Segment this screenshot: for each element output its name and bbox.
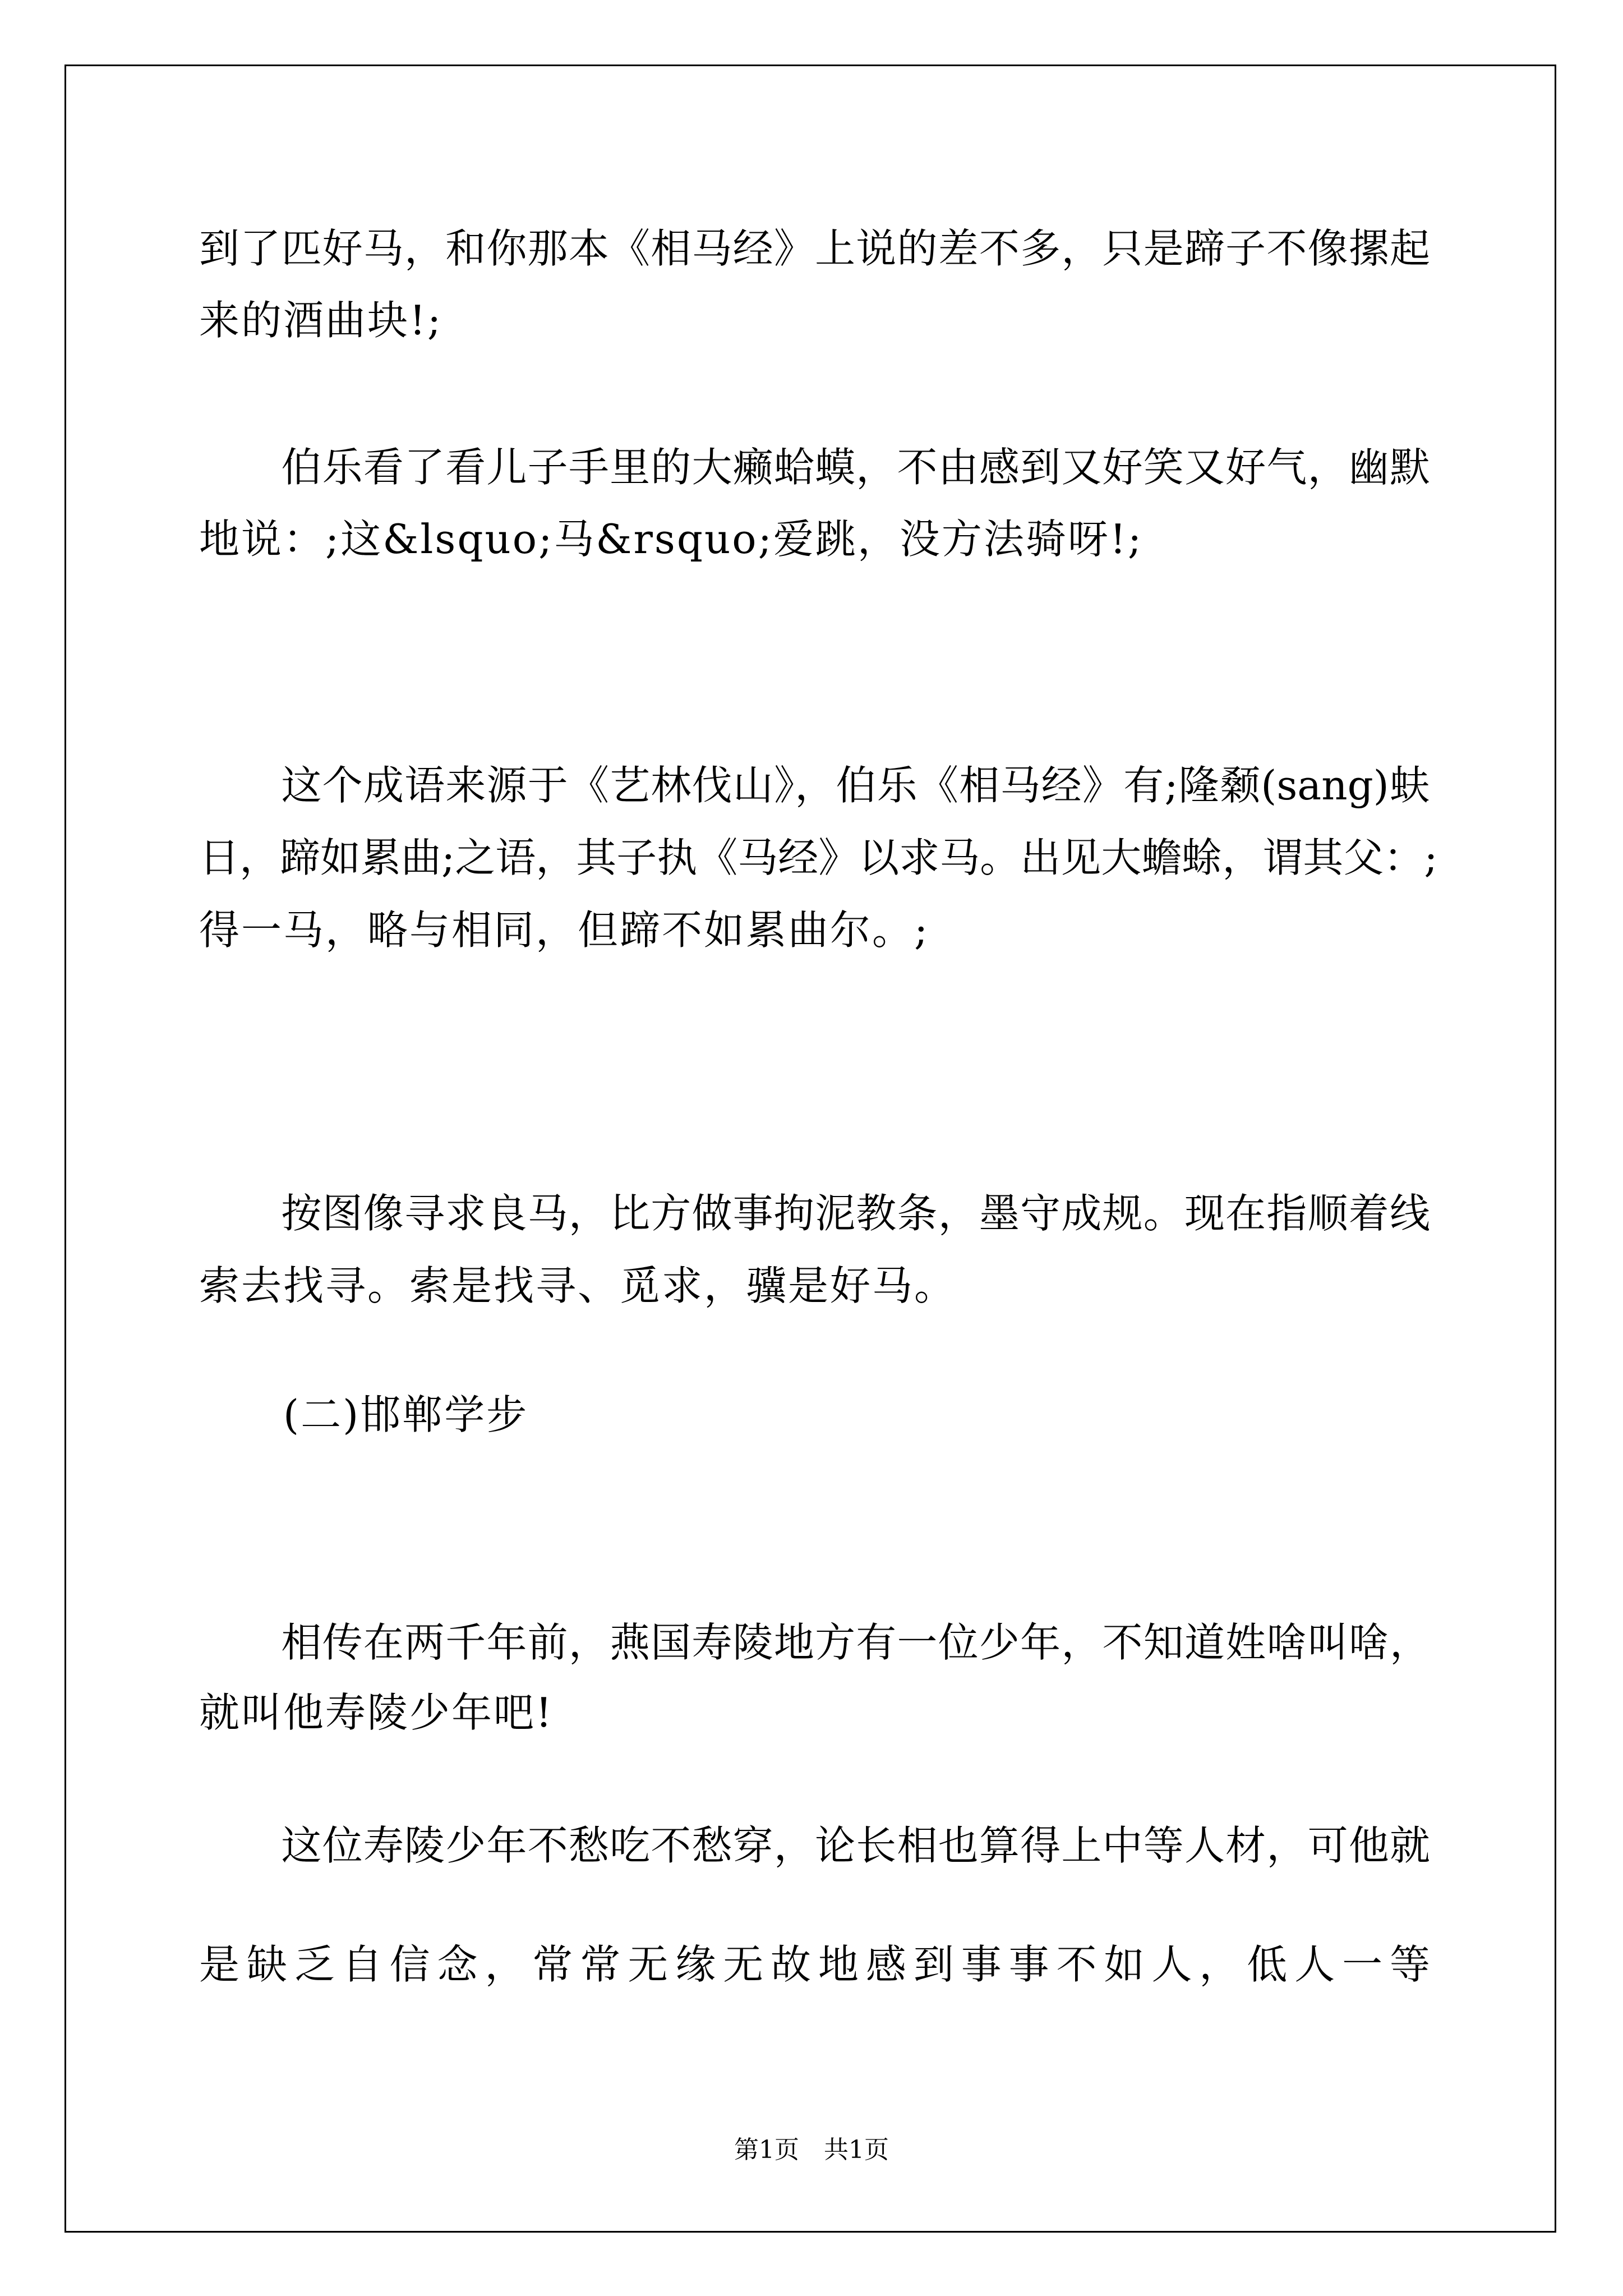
text-line: 地说：;这&lsquo;马&rsquo;爱跳，没方法骑呀!;: [199, 516, 1144, 563]
page-total: 共1页: [824, 2136, 889, 2164]
text-line: 得一马，略与相同，但蹄不如累曲尔。;: [199, 907, 930, 954]
text-line: 这个成语来源于《艺林伐山》，伯乐《相马经》有;隆颡(sang)蚨: [199, 762, 1430, 809]
section-heading: (二)邯郸学步: [199, 1391, 529, 1438]
text-line: 伯乐看了看儿子手里的大癞蛤蟆，不由感到又好笑又好气，幽默: [199, 444, 1430, 491]
text-line: 来的酒曲块!;: [199, 297, 443, 344]
text-line: 索去找寻。索是找寻、觅求，骥是好马。: [199, 1262, 957, 1309]
text-line: 是缺乏自信念，常常无缘无故地感到事事不如人，低人一等: [199, 1941, 1430, 1988]
text-line: 日，蹄如累曲;之语，其子执《马经》以求马。出见大蟾蜍，谓其父：;: [199, 834, 1438, 881]
text-line: 就叫他寿陵少年吧!: [199, 1689, 554, 1736]
text-line: 相传在两千年前，燕国寿陵地方有一位少年，不知道姓啥叫啥，: [199, 1619, 1430, 1666]
page-number: 第1页: [734, 2136, 799, 2164]
page-footer: [0, 2138, 1623, 2162]
page-border: [64, 65, 1556, 2233]
text-line: 到了匹好马，和你那本《相马经》上说的差不多，只是蹄子不像摞起: [199, 225, 1430, 272]
text-line: 这位寿陵少年不愁吃不愁穿，论长相也算得上中等人材，可他就: [199, 1822, 1430, 1869]
text-line: 按图像寻求良马，比方做事拘泥教条，墨守成规。现在指顺着线: [199, 1190, 1430, 1237]
